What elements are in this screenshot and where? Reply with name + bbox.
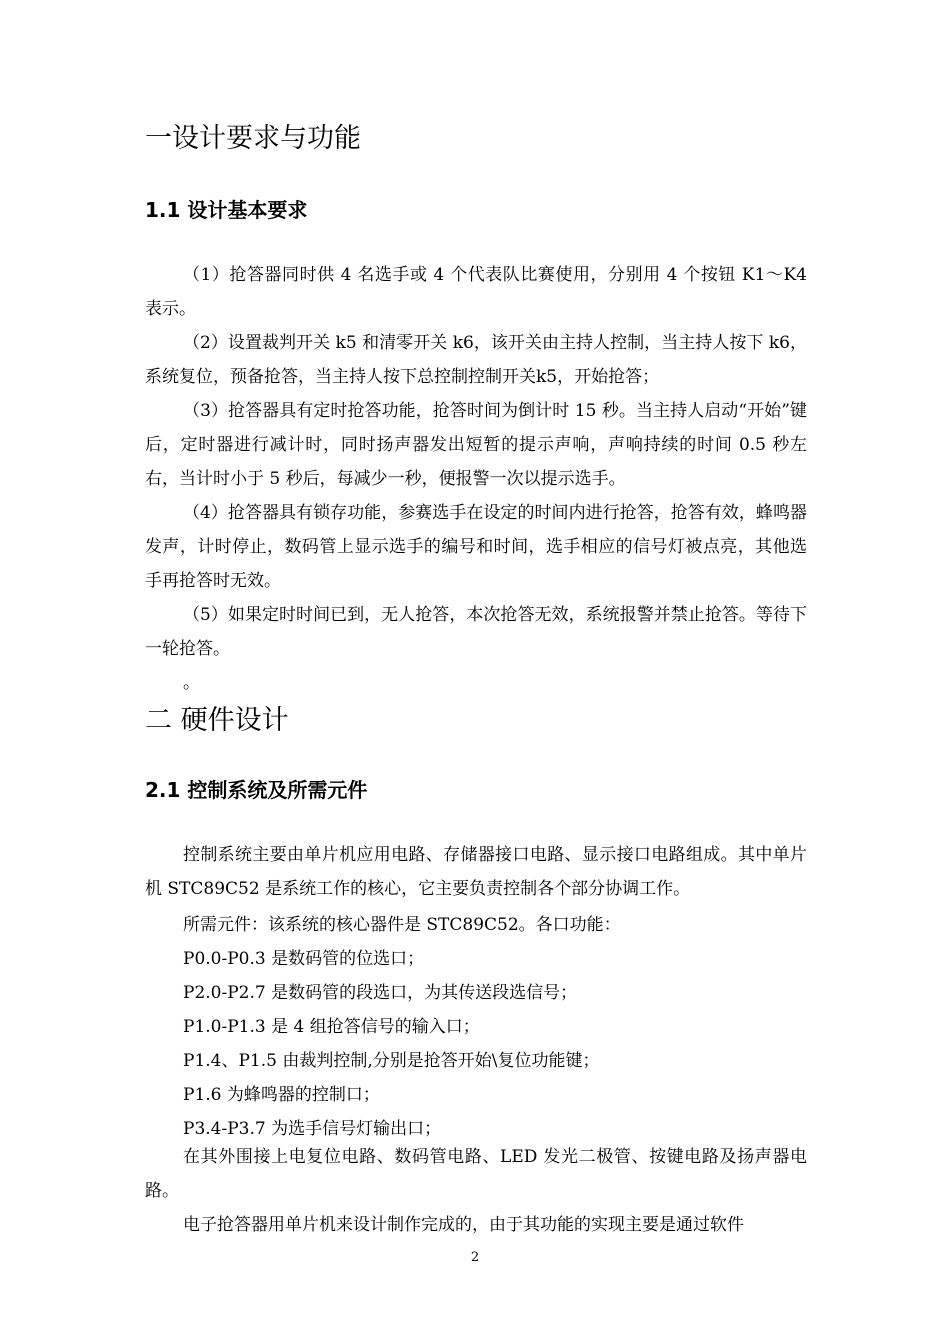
port-line-5: P1.6 为蜂鸣器的控制口； xyxy=(183,1085,380,1105)
peripheral-block xyxy=(145,1140,807,1242)
requirement-2: （2）设置裁判开关 k5 和清零开关 k6，该开关由主持人控制，当主持人按下 k6，系统复位，预备抢答，当主持人按下总控制控制开关k5，开始抢答； xyxy=(145,333,808,387)
port-line-2: P2.0-P2.7 是数码管的段选口，为其传送段选信号； xyxy=(183,983,578,1003)
requirements-block xyxy=(145,258,807,700)
intro-paragraph: 控制系统主要由单片机应用电路、存储器接口电路、显示接口电路组成。其中单片机 STC89C52 是系统工作的核心，它主要负责控制各个部分协调工作。 xyxy=(145,845,807,899)
requirement-3: （3）抢答器具有定时抢答功能，抢答时间为倒计时 15 秒。当主持人启动“开始”键后，定时器进行减计时，同时扬声器发出短暂的提示声响，声响持续的时间 0.5 秒左右，当计时小于 5 秒后，每减少一秒，便报警一次以提示选手。 xyxy=(145,401,807,489)
control-system-intro xyxy=(145,838,807,906)
subsection-heading-2-1: 2.1 控制系统及所需元件 xyxy=(145,778,368,802)
section-heading-1: 一设计要求与功能 xyxy=(145,123,361,154)
port-line-0: 所需元件：该系统的核心器件是 STC89C52。各口功能： xyxy=(183,915,621,935)
requirement-5: （5）如果定时时间已到，无人抢答，本次抢答无效，系统报警并禁止抢答。等待下一轮抢答。 xyxy=(145,605,807,659)
requirement-4: （4）抢答器具有锁存功能，参赛选手在设定的时间内进行抢答，抢答有效，蜂鸣器发声，计时停止，数码管上显示选手的编号和时间，选手相应的信号灯被点亮，其他选手再抢答时无效。 xyxy=(145,503,807,591)
page-number: 2 xyxy=(470,1250,480,1265)
port-line-6: P3.4-P3.7 为选手信号灯输出口； xyxy=(183,1119,442,1139)
stray-mark: 。 xyxy=(183,673,200,693)
port-line-1: P0.0-P0.3 是数码管的位选口； xyxy=(183,949,425,969)
requirement-1: （1）抢答器同时供 4 名选手或 4 个代表队比赛使用，分别用 4 个按钮 K1～K4 表示。 xyxy=(145,265,807,319)
subsection-heading-1-1: 1.1 设计基本要求 xyxy=(145,198,308,222)
peripheral-paragraph: 在其外围接上电复位电路、数码管电路、LED 发光二极管、按键电路及扬声器电路。 xyxy=(145,1147,807,1201)
section-heading-2: 二 硬件设计 xyxy=(145,705,289,736)
last-paragraph: 电子抢答器用单片机来设计制作完成的，由于其功能的实现主要是通过软件 xyxy=(183,1215,744,1235)
port-line-3: P1.0-P1.3 是 4 组抢答信号的输入口； xyxy=(183,1017,480,1037)
port-line-4: P1.4、P1.5 由裁判控制,分别是抢答开始\复位功能键； xyxy=(183,1051,600,1071)
